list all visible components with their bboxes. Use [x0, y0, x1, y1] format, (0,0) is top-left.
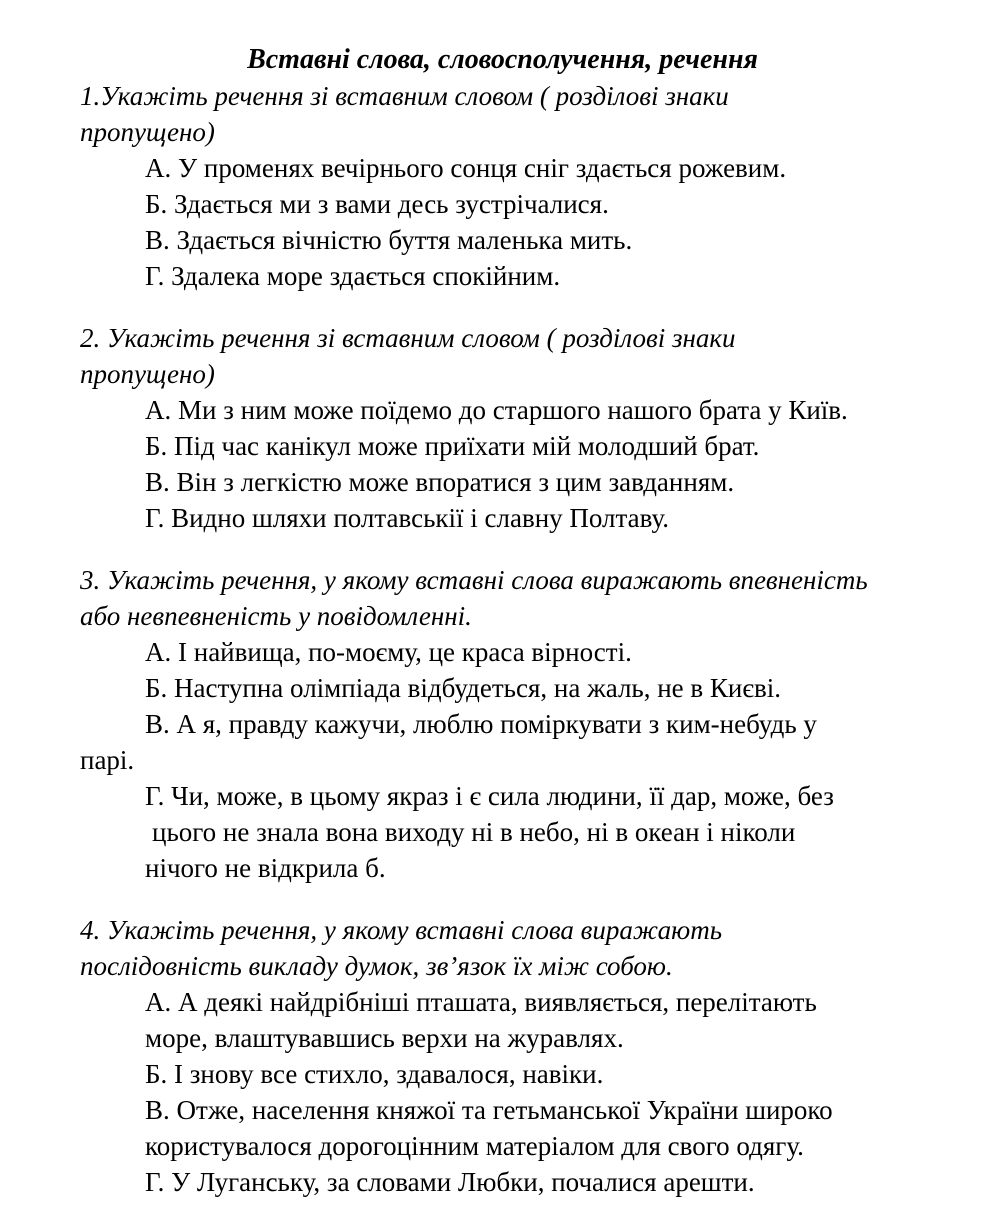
- question-2: [80, 320, 947, 536]
- question-2-stem-line: 2. Укажіть речення зі вставним словом ( розділові знаки: [80, 323, 736, 353]
- question-4-option-line: В. Отже, населення княжої та гетьманської України широко: [145, 1095, 833, 1125]
- question-3-option-line: А. І найвища, по-моєму, це краса вірності.: [145, 637, 632, 667]
- question-4-option-line: Б. І знову все стихло, здавалося, навіки.: [145, 1059, 604, 1089]
- question-3: [80, 562, 947, 886]
- question-1-option-line: Г. Здалека море здається спокійним.: [145, 261, 561, 291]
- question-1: [80, 78, 947, 294]
- question-4-stem-line: 4. Укажіть речення, у якому вставні слова виражають: [80, 915, 722, 945]
- question-2-stem-line: пропущено): [80, 359, 215, 389]
- question-4-option-line: А. А деякі найдрібніші пташата, виявляється, перелітають: [145, 987, 817, 1017]
- question-2-option-line: Б. Під час канікул може приїхати мій молодший брат.: [145, 431, 760, 461]
- question-4-stem-line: послідовність викладу думок, зв’язок їх між собою.: [80, 951, 673, 981]
- question-2-option-line: Г. Видно шляхи полтавськії і славну Полтаву.: [145, 503, 670, 533]
- question-3-option-line: парі.: [80, 745, 135, 775]
- question-1-option-line: А. У променях вечірнього сонця сніг здається рожевим.: [145, 153, 787, 183]
- question-4-option-line: Г. У Луганську, за словами Любки, почалися арешти.: [145, 1167, 755, 1197]
- document-title: Вставні слова, словосполучення, речення: [247, 44, 758, 75]
- question-1-stem-line: 1.Укажіть речення зі вставним словом ( розділові знаки: [80, 81, 729, 111]
- question-3-stem-line: або невпевненість у повідомленні.: [80, 601, 472, 631]
- question-3-option-line: Г. Чи, може, в цьому якраз і є сила людини, її дар, може, без: [145, 781, 834, 811]
- question-3-option-line: Б. Наступна олімпіада відбудеться, на жаль, не в Києві.: [145, 673, 781, 703]
- question-2-option-line: А. Ми з ним може поїдемо до старшого нашого брата у Київ.: [145, 395, 848, 425]
- question-4-option-line: море, влаштувавшись верхи на журавлях.: [145, 1023, 624, 1053]
- questions: [80, 78, 947, 1200]
- question-1-option-line: В. Здається вічністю буття маленька мить.: [145, 225, 633, 255]
- question-4-option-line: користувалося дорогоцінним матеріалом для свого одягу.: [145, 1131, 804, 1161]
- question-1-option-line: Б. Здається ми з вами десь зустрічалися.: [145, 189, 609, 219]
- question-3-stem-line: 3. Укажіть речення, у якому вставні слова виражають впевненість: [80, 565, 868, 595]
- question-3-option-line: В. А я, правду кажучи, люблю поміркувати з ким-небудь у: [145, 709, 817, 739]
- question-3-option-line: цього не знала вона виходу ні в небо, ні в океан і ніколи: [152, 817, 796, 847]
- question-4: [80, 912, 947, 1200]
- question-2-option-line: В. Він з легкістю може впоратися з цим завданням.: [145, 467, 735, 497]
- question-1-stem-line: пропущено): [80, 117, 215, 147]
- question-3-option-line: нічого не відкрила б.: [145, 853, 386, 883]
